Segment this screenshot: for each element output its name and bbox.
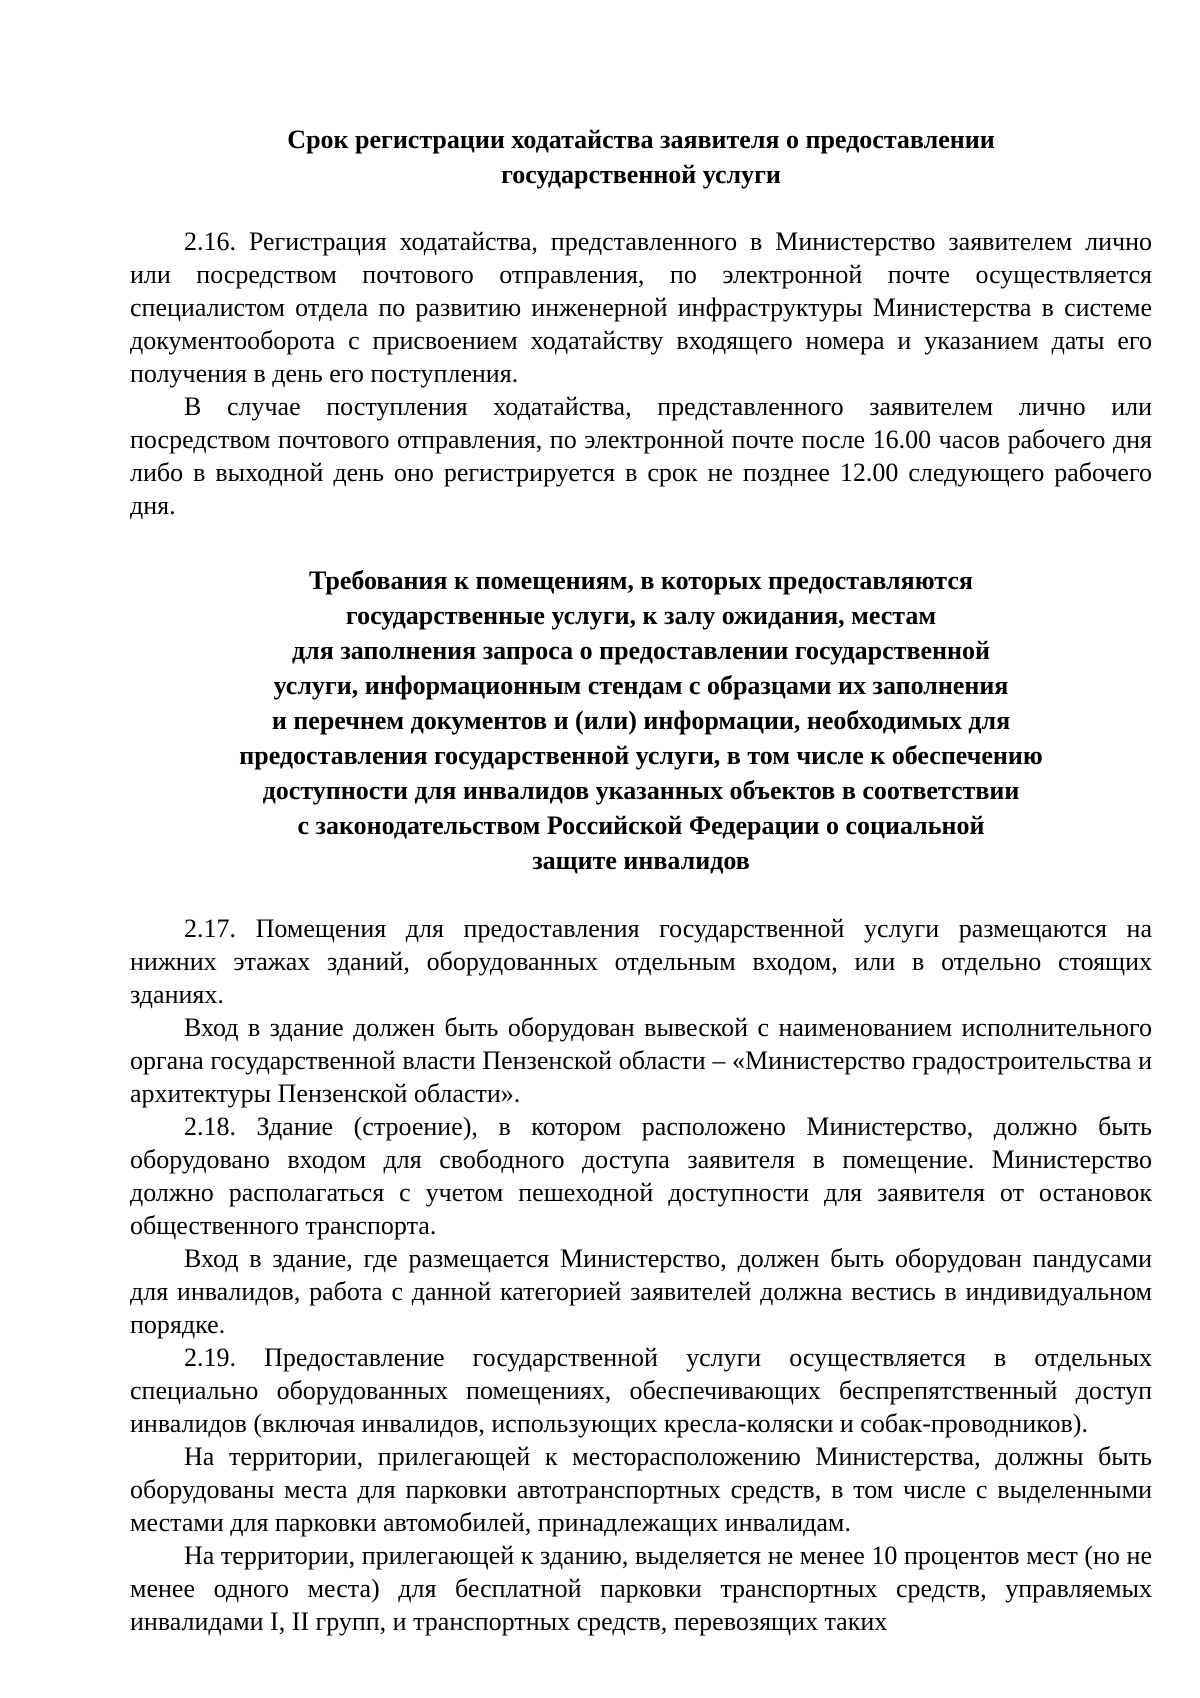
heading-line: государственной услуги: [501, 160, 781, 189]
paragraph-disabled-parking-quota: На территории, прилегающей к зданию, выделяется не менее 10 процентов мест (но не менее одного места) для бесплатной парковки транспортных средств, управляемых инвалидами I, II групп, и транспортных средств, перевозящих таких: [130, 1541, 1152, 1636]
heading-line: доступности для инвалидов указанных объектов в соответствии: [262, 776, 1020, 805]
heading-line: услуги, информационным стендам с образцами их заполнения: [273, 671, 1009, 700]
paragraph-2-17: 2.17. Помещения для предоставления государственной услуги размещаются на нижних этажах зданий, оборудованных отдельным входом, или в отдельно стоящих зданиях.: [130, 914, 1152, 1009]
paragraph-late-submission: В случае поступления ходатайства, представленного заявителем лично или посредством почтового отправления, по электронной почте после 16.00 часов рабочего дня либо в выходной день оно регистрируется в срок не позднее 12.00 следующего рабочего дня.: [130, 392, 1152, 520]
section-heading-registration-deadline: [130, 122, 1152, 192]
document-body: [130, 122, 1152, 1638]
heading-line: Срок регистрации ходатайства заявителя о предоставлении: [287, 125, 995, 154]
paragraph-ramps: Вход в здание, где размещается Министерство, должен быть оборудован пандусами для инвалидов, работа с данной категорией заявителей должна вестись в индивидуальном порядке.: [130, 1244, 1152, 1339]
paragraph-2-18: 2.18. Здание (строение), в котором расположено Министерство, должно быть оборудовано входом для свободного доступа заявителя в помещение. Министерство должно располагаться с учетом пешеходной доступности для заявителя от остановок общественного транспорта.: [130, 1112, 1152, 1240]
heading-line: с законодательством Российской Федерации о социальной: [297, 811, 985, 840]
section-heading-premises-requirements: [130, 563, 1152, 878]
paragraph-parking-places: На территории, прилегающей к месторасположению Министерства, должны быть оборудованы места для парковки автотранспортных средств, в том числе с выделенными местами для парковки автомобилей, принадлежащих инвалидам.: [130, 1442, 1152, 1537]
heading-line: государственные услуги, к залу ожидания, местам: [345, 601, 937, 630]
heading-line: Требования к помещениям, в которых предоставляются: [309, 566, 973, 595]
paragraph-2-16: 2.16. Регистрация ходатайства, представленного в Министерство заявителем лично или посредством почтового отправления, по электронной почте осуществляется специалистом отдела по развитию инженерной инфраструктуры Министерства в системе документооборота с присвоением ходатайству входящего номера и указанием даты его получения в день его поступления.: [130, 227, 1152, 388]
paragraph-entrance-signboard: Вход в здание должен быть оборудован вывеской с наименованием исполнительного органа государственной власти Пензенской области – «Министерство градостроительства и архитектуры Пензенской области».: [130, 1013, 1152, 1108]
heading-line: и перечнем документов и (или) информации, необходимых для: [271, 706, 1011, 735]
heading-line: предоставления государственной услуги, в том числе к обеспечению: [239, 741, 1043, 770]
heading-line: для заполнения запроса о предоставлении государственной: [292, 636, 990, 665]
heading-line: защите инвалидов: [532, 846, 750, 875]
paragraph-2-19: 2.19. Предоставление государственной услуги осуществляется в отдельных специально оборудованных помещениях, обеспечивающих беспрепятственный доступ инвалидов (включая инвалидов, использующих кресла-коляски и собак-проводников).: [130, 1343, 1152, 1438]
